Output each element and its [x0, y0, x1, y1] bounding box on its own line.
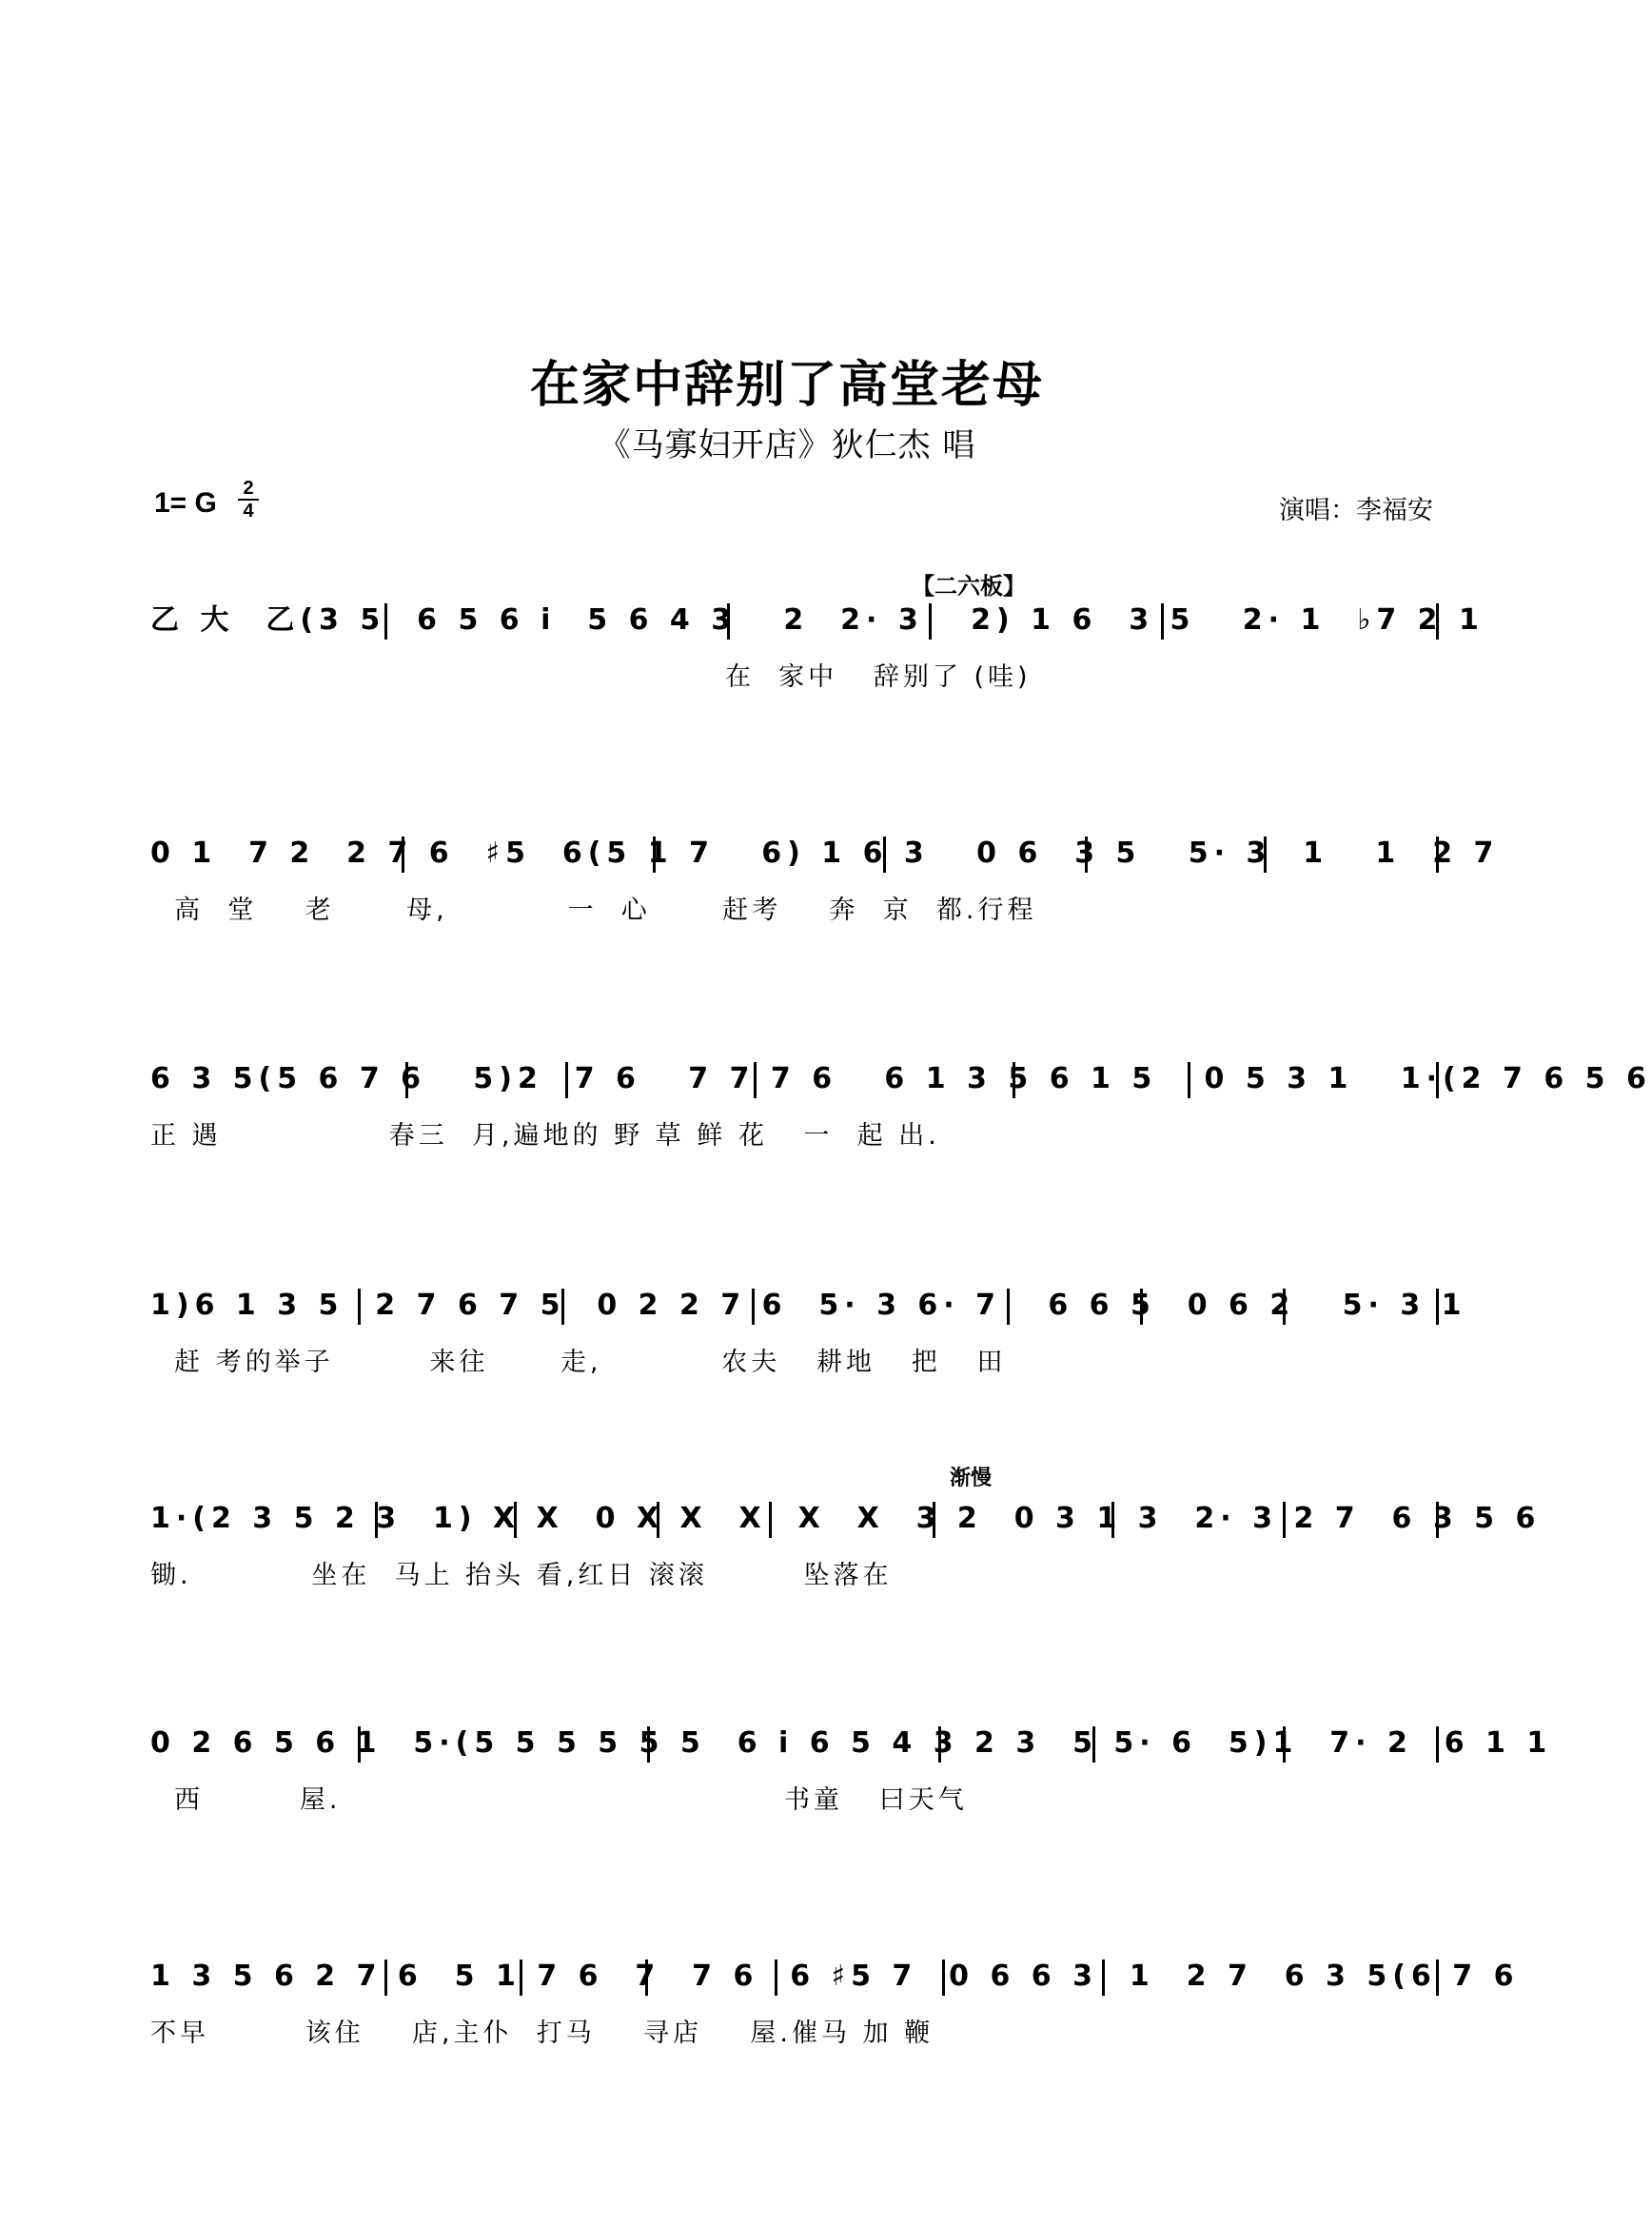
- notation-line: 6 3 5(5 6 7 6 5)2 7 6 7 7 7 6 6 1 3 5 6 1 5 0 5 3 1 1·(2 7 6 5 6: [150, 1062, 1652, 1095]
- notation-line: 0 1 7 2 2 7 6 ♯5 6(5 1 7 6) 1 6 3 0 6 3 5 5· 3 1 1 2 7: [150, 837, 1500, 870]
- section-mark-ershiban: 【二六板】: [912, 573, 1026, 600]
- bar-line: [1436, 1502, 1439, 1538]
- score-system-2: [150, 833, 1500, 947]
- bar-line: [1111, 1502, 1114, 1538]
- bar-line: [1283, 1289, 1286, 1325]
- bar-line: [375, 1502, 378, 1538]
- bar-line: [752, 1289, 755, 1325]
- bar-line: [933, 1502, 935, 1538]
- notation-line: 0 2 6 5 6 1 5·(5 5 5 5 5 5 6 i 6 5 4 3 2 3 5 5· 6 5)1 7· 2 6 1 1: [150, 1726, 1553, 1760]
- bar-line: [645, 1960, 648, 1996]
- bar-line: [1436, 837, 1439, 873]
- bar-line: [1085, 837, 1088, 873]
- song-subtitle: 《马寡妇开店》狄仁杰 唱: [598, 426, 976, 464]
- performer-credit: 演唱：李福安: [1279, 496, 1433, 525]
- time-signature-top: 2: [243, 478, 254, 499]
- bar-line: [1188, 1062, 1190, 1098]
- bar-line: [565, 1062, 568, 1098]
- bar-line: [402, 837, 404, 873]
- bar-line: [358, 1726, 361, 1763]
- song-title: 在家中辞别了高堂老母: [529, 357, 1044, 414]
- bar-line: [942, 1960, 945, 1996]
- bar-line: [514, 1502, 517, 1538]
- bar-line: [647, 1726, 650, 1763]
- tempo-mark: 渐慢: [950, 1467, 993, 1490]
- bar-line: [754, 1062, 757, 1098]
- bar-line: [1102, 1960, 1105, 1996]
- bar-line: [938, 1726, 941, 1763]
- bar-line: [1283, 1502, 1286, 1538]
- score-system-5: [150, 1498, 1542, 1612]
- lyric-line: 在 家中 辞别了 (哇): [150, 662, 1032, 692]
- time-signature-bottom: 4: [243, 501, 254, 522]
- notation-line: 1·(2 3 5 2 3 1) X X 0 X X X X X 3 2 0 3 1 3 2· 3 2 7 6 3 5 6: [150, 1502, 1542, 1535]
- lyric-line: 高 堂 老 母, 一 心 赶考 奔 京 都.行程: [150, 896, 1037, 925]
- bar-line: [384, 1960, 387, 1996]
- lyric-line: 正 遇 春三 月,遍地的 野 草 鲜 花 一 起 出.: [150, 1121, 940, 1151]
- score-system-4: [150, 1285, 1467, 1399]
- score-system-6: [150, 1723, 1553, 1837]
- notation-line: 1 3 5 6 2 7 6 5 1 7 6 7 7 6 6 ♯5 7 0 6 6 3 1 2 7 6 3 5(6 7 6: [150, 1960, 1520, 1993]
- bar-line: [384, 603, 387, 640]
- bar-line: [1436, 1289, 1439, 1325]
- lyric-line: 西 屋. 书童 曰天气: [150, 1785, 968, 1815]
- bar-line: [653, 837, 656, 873]
- bar-line: [1436, 1726, 1439, 1763]
- bar-line: [1140, 1289, 1143, 1325]
- bar-line: [358, 1289, 361, 1325]
- lyric-line: 锄. 坐在 马上 抬头 看,红日 滚滚 坠落在: [150, 1561, 893, 1590]
- bar-line: [775, 1960, 777, 1996]
- notation-line: 1)6 1 3 5 2 7 6 7 5 0 2 2 7 6 5· 3 6· 7 6 6 5 0 6 2 5· 3 1: [150, 1289, 1467, 1322]
- bar-line: [520, 1960, 522, 1996]
- bar-line: [561, 1289, 564, 1325]
- bar-line: [1436, 603, 1439, 640]
- bar-line: [727, 603, 730, 640]
- score-system-3: [150, 1058, 1652, 1172]
- bar-line: [405, 1062, 408, 1098]
- bar-line: [1092, 1726, 1095, 1763]
- bar-line: [1436, 1960, 1439, 1996]
- bar-line: [929, 603, 932, 640]
- score-system-1: [150, 600, 1485, 714]
- bar-line: [1161, 603, 1164, 640]
- bar-line: [883, 837, 886, 873]
- notation-line: 乙 大 乙(3 5 6 5 6 i 5 6 4 3 2 2· 3 2) 1 6 3 5 2· 1 ♭7 2 1: [150, 603, 1485, 637]
- lyric-line: 不早 该住 店,主仆 打马 寻店 屋.催马 加 鞭: [150, 2019, 934, 2048]
- key-signature: 1= G: [154, 487, 217, 519]
- bar-line: [1264, 837, 1267, 873]
- bar-line: [1436, 1062, 1439, 1098]
- bar-line: [1013, 1062, 1015, 1098]
- score-system-7: [150, 1956, 1520, 2070]
- time-signature: [238, 479, 259, 521]
- bar-line: [657, 1502, 659, 1538]
- bar-line: [769, 1502, 772, 1538]
- bar-line: [1007, 1289, 1010, 1325]
- bar-line: [1283, 1726, 1286, 1763]
- lyric-line: 赶 考的举子 来往 走, 农夫 耕地 把 田: [150, 1348, 1007, 1377]
